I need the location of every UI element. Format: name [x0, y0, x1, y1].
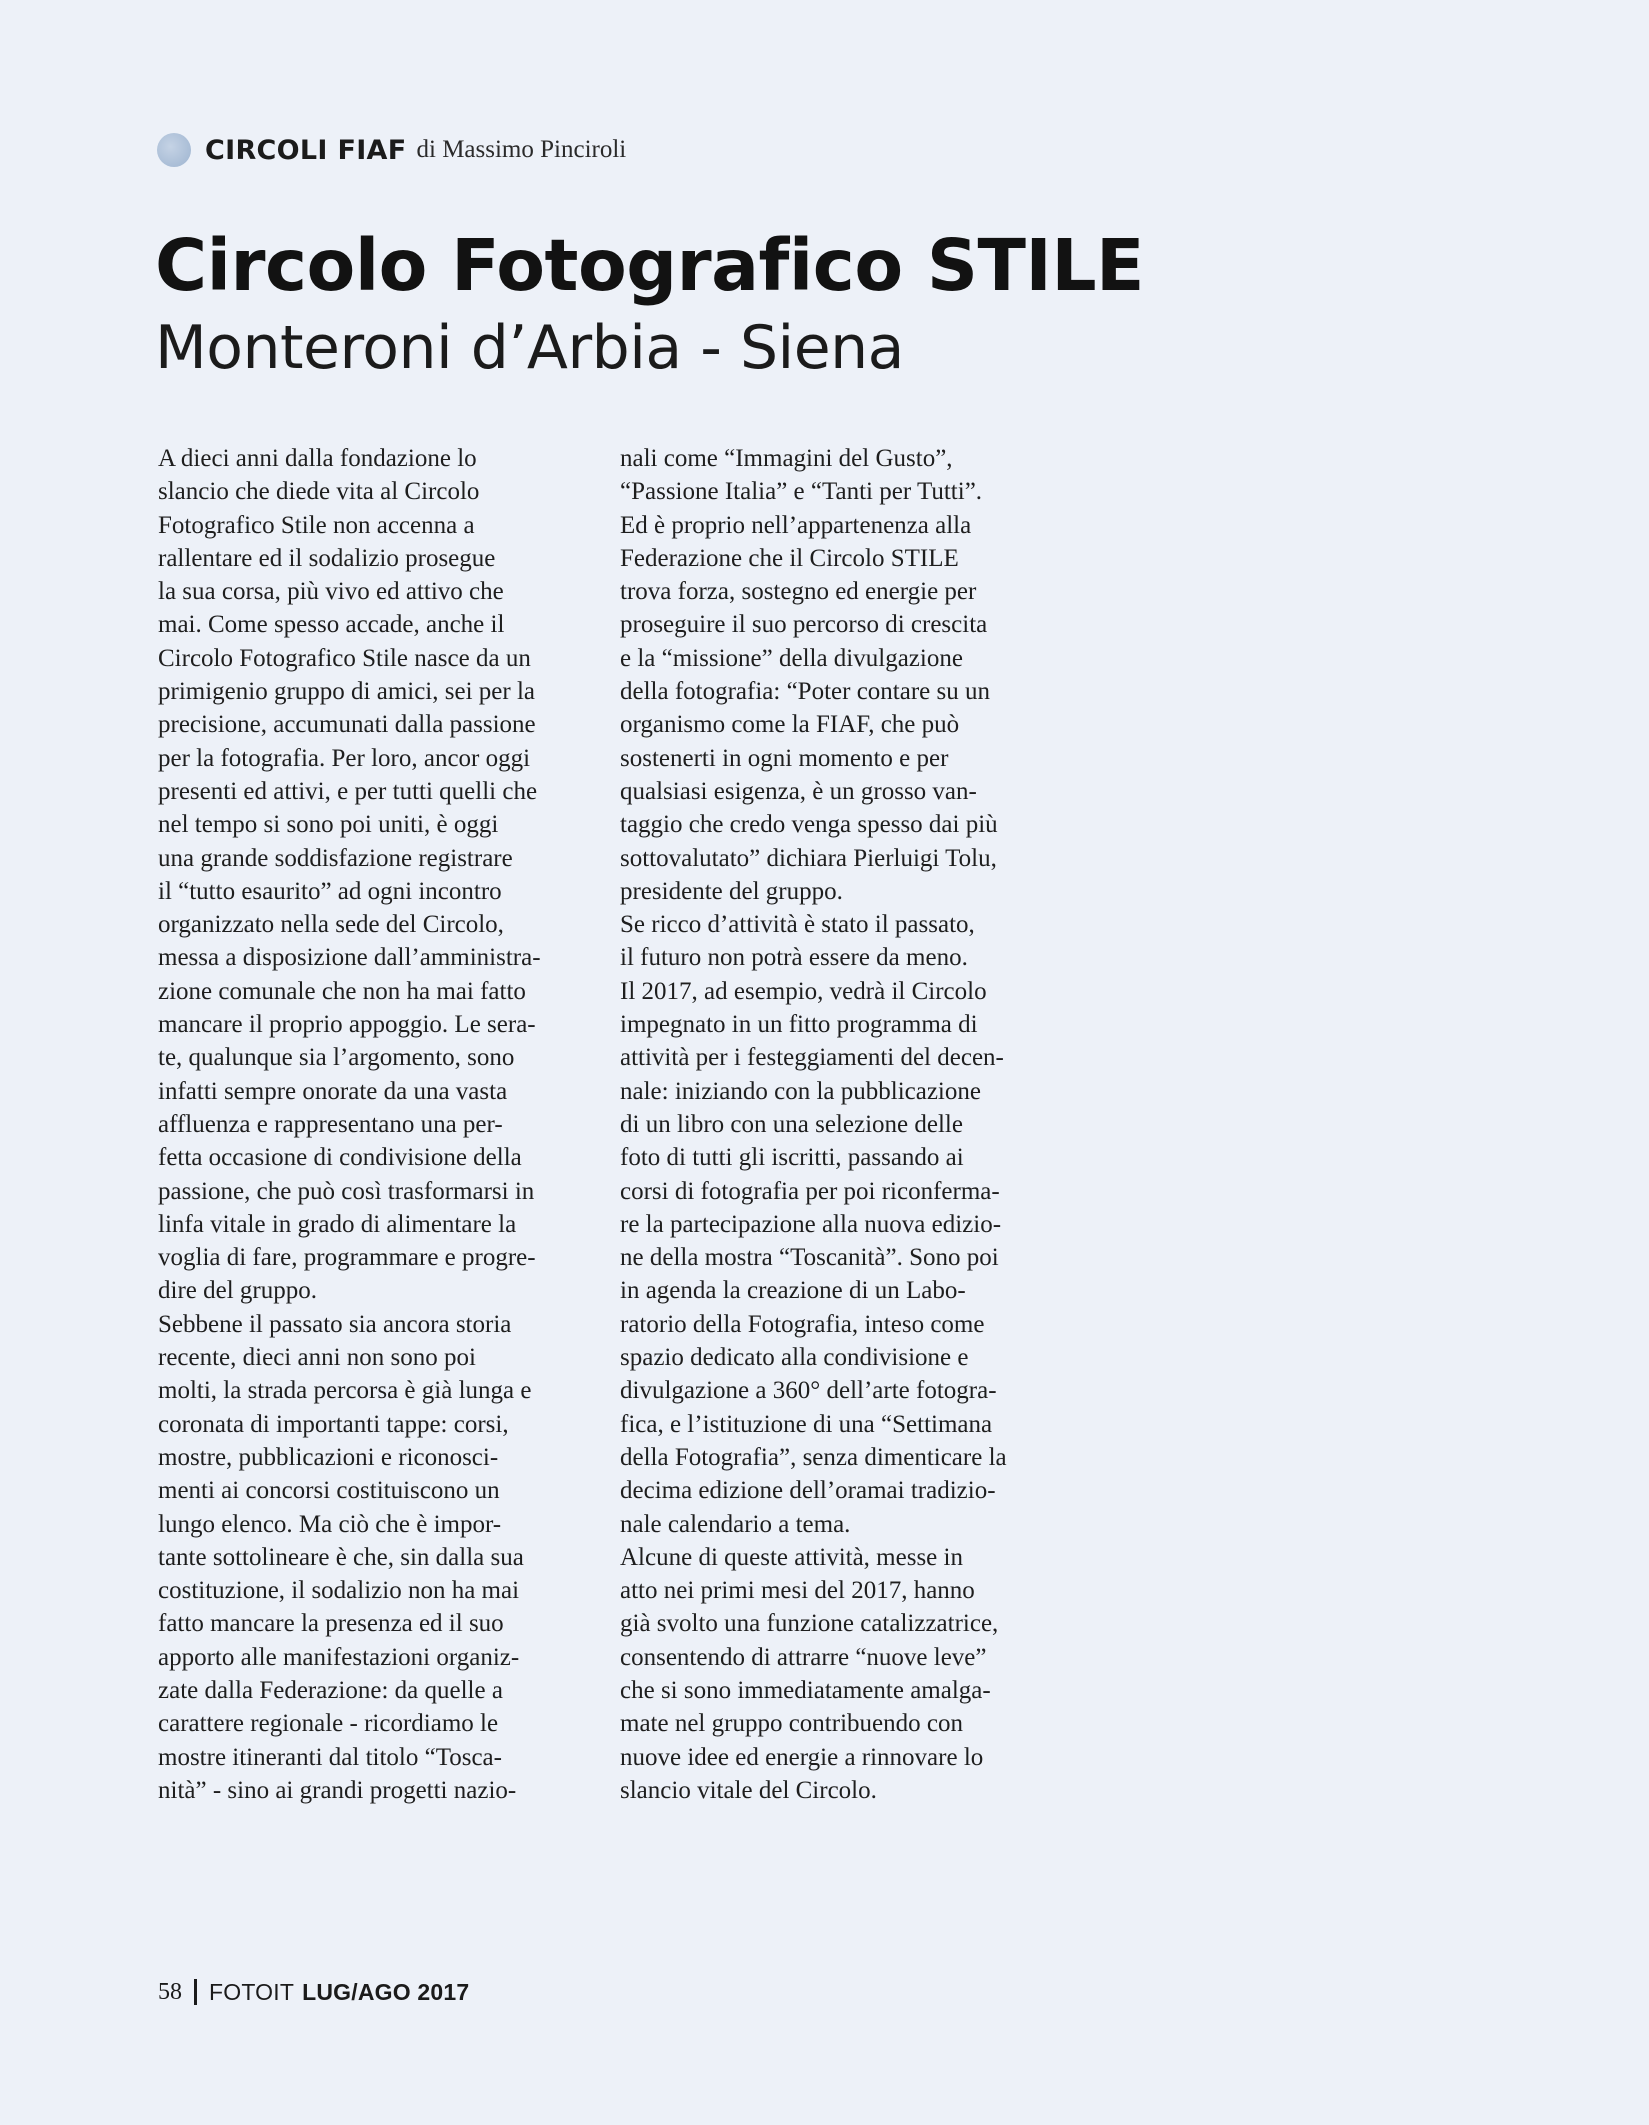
article-text-line: qualsiasi esigenza, è un grosso van- — [620, 777, 977, 805]
article-text-line: per la fotografia. Per loro, ancor oggi — [158, 744, 531, 772]
article-text-line: ratorio della Fotografia, inteso come — [620, 1310, 985, 1338]
article-text-line: organismo come la FIAF, che può — [620, 711, 960, 739]
article-subtitle: Monteroni d’Arbia - Siena — [155, 313, 904, 383]
article-text-line: mai. Come spesso accade, anche il — [158, 611, 505, 639]
article-text-line: trova forza, sostegno ed energie per — [620, 578, 977, 606]
article-text-line: primigenio gruppo di amici, sei per la — [158, 678, 535, 706]
article-text-line: la sua corsa, più vivo ed attivo che — [158, 578, 504, 606]
section-header — [157, 130, 626, 170]
article-text-line: fatto mancare la presenza ed il suo — [158, 1610, 504, 1638]
article-text-line: recente, dieci anni non sono poi — [158, 1344, 476, 1372]
article-text-line: rallentare ed il sodalizio prosegue — [158, 544, 496, 572]
article-title: Circolo Fotografico STILE — [155, 224, 1145, 307]
article-text-line: che si sono immediatamente amalga- — [620, 1676, 991, 1704]
article-text-line: apporto alle manifestazioni organiz- — [158, 1643, 520, 1671]
article-text-line: menti ai concorsi costituiscono un — [158, 1477, 500, 1505]
article-text-line: messa a disposizione dall’amministra- — [158, 944, 541, 972]
article-text-line: e la “missione” della divulgazione — [620, 644, 963, 672]
article-text-line: atto nei primi mesi del 2017, hanno — [620, 1577, 975, 1605]
article-text-line: costituzione, il sodalizio non ha mai — [158, 1577, 520, 1605]
article-text-line: slancio che diede vita al Circolo — [158, 478, 480, 506]
article-text-line: molti, la strada percorsa è già lunga e — [158, 1377, 532, 1405]
article-text-line: te, qualunque sia l’argomento, sono — [158, 1044, 515, 1072]
article-text-line: fica, e l’istituzione di una “Settimana — [620, 1410, 993, 1438]
article-text-line: una grande soddisfazione registrare — [158, 844, 513, 872]
article-column-left — [158, 442, 588, 1807]
author-byline: di Massimo Pinciroli — [416, 136, 627, 163]
article-text-line: della fotografia: “Poter contare su un — [620, 678, 990, 706]
article-text-line: decima edizione dell’oramai tradizio- — [620, 1477, 996, 1505]
article-text-line: re la partecipazione alla nuova edizio- — [620, 1210, 1002, 1238]
article-text-line: spazio dedicato alla condivisione e — [620, 1344, 969, 1372]
article-text-line: linfa vitale in grado di alimentare la — [158, 1210, 517, 1238]
article-text-line: mostre, pubblicazioni e riconosci- — [158, 1443, 499, 1471]
article-text-line: Fotografico Stile non accenna a — [158, 511, 475, 539]
section-dot-icon — [157, 133, 191, 167]
article-text-line: Federazione che il Circolo STILE — [620, 544, 959, 572]
article-text-line: sostenerti in ogni momento e per — [620, 744, 949, 772]
article-text-line: organizzato nella sede del Circolo, — [158, 911, 504, 939]
article-text-line: Circolo Fotografico Stile nasce da un — [158, 644, 531, 672]
article-text-line: in agenda la creazione di un Labo- — [620, 1277, 966, 1305]
article-text-line: “Passione Italia” e “Tanti per Tutti”. — [620, 478, 983, 506]
article-text-line: Alcune di queste attività, messe in — [620, 1543, 963, 1571]
article-text-line: passione, che può così trasformarsi in — [158, 1177, 535, 1205]
article-text-line: Ed è proprio nell’appartenenza alla — [620, 511, 972, 539]
article-text-line: il futuro non potrà essere da meno. — [620, 944, 968, 972]
article-text-line: impegnato in un fitto programma di — [620, 1011, 978, 1039]
article-text-line: nel tempo si sono poi uniti, è oggi — [158, 811, 499, 839]
article-text-line: affluenza e rappresentano una per- — [158, 1110, 503, 1138]
article-text-line: carattere regionale - ricordiamo le — [158, 1710, 499, 1738]
article-text-line: sottovalutato” dichiara Pierluigi Tolu, — [620, 844, 997, 872]
article-text-line: ne della mostra “Toscanità”. Sono poi — [620, 1244, 999, 1272]
article-text-line: nuove idee ed energie a rinnovare lo — [620, 1743, 984, 1771]
article-text-line: nali come “Immagini del Gusto”, — [620, 445, 953, 472]
article-text-line: tante sottolineare è che, sin dalla sua — [158, 1543, 524, 1571]
magazine-name: FOTOIT — [209, 1978, 295, 2005]
article-text-line: Sebbene il passato sia ancora storia — [158, 1310, 512, 1338]
article-text-line: zione comunale che non ha mai fatto — [158, 977, 526, 1005]
issue-date: LUG/AGO 2017 — [302, 1978, 470, 2005]
article-text-line: già svolto una funzione catalizzatrice, — [620, 1610, 999, 1638]
article-text-line: lungo elenco. Ma ciò che è impor- — [158, 1510, 502, 1538]
article-text-line: Il 2017, ad esempio, vedrà il Circolo — [620, 977, 987, 1005]
article-text-line: taggio che credo venga spesso dai più — [620, 811, 998, 839]
article-text-line: coronata di importanti tappe: corsi, — [158, 1410, 509, 1438]
article-column-right — [620, 442, 1050, 1807]
article-text-line: foto di tutti gli iscritti, passando ai — [620, 1144, 964, 1172]
article-text-line: proseguire il suo percorso di crescita — [620, 611, 988, 639]
article-text-line: nale: iniziando con la pubblicazione — [620, 1077, 981, 1105]
article-text-line: A dieci anni dalla fondazione lo — [158, 445, 477, 472]
article-text-line: corsi di fotografia per poi riconferma- — [620, 1177, 1000, 1205]
article-text-line: di un libro con una selezione delle — [620, 1110, 963, 1138]
article-text-line: nale calendario a tema. — [620, 1510, 851, 1538]
article-text-line: presenti ed attivi, e per tutti quelli che — [158, 777, 538, 805]
article-text-line: slancio vitale del Circolo. — [620, 1776, 877, 1804]
page-number: 58 — [158, 1978, 182, 2005]
article-text-line: divulgazione a 360° dell’arte fotogra- — [620, 1377, 997, 1405]
article-text-line: nità” - sino ai grandi progetti nazio- — [158, 1776, 517, 1804]
section-name: CIRCOLI FIAF — [205, 134, 407, 166]
article-text-line: mancare il proprio appoggio. Le sera- — [158, 1011, 536, 1039]
article-text-line: zate dalla Federazione: da quelle a — [158, 1676, 503, 1704]
article-text-line: mate nel gruppo contribuendo con — [620, 1710, 963, 1738]
article-text-line: fetta occasione di condivisione della — [158, 1144, 522, 1172]
page-footer — [158, 1976, 469, 2008]
article-text-line: della Fotografia”, senza dimenticare la — [620, 1443, 1007, 1471]
article-text-line: precisione, accumunati dalla passione — [158, 711, 536, 739]
article-text-line: Se ricco d’attività è stato il passato, — [620, 911, 975, 939]
article-text-line: voglia di fare, programmare e progre- — [158, 1244, 536, 1272]
article-text-line: infatti sempre onorate da una vasta — [158, 1077, 508, 1105]
article-text-line: presidente del gruppo. — [620, 877, 843, 905]
article-text-line: mostre itineranti dal titolo “Tosca- — [158, 1743, 502, 1771]
article-text-line: consentendo di attrarre “nuove leve” — [620, 1643, 987, 1671]
article-text-line: dire del gruppo. — [158, 1277, 317, 1305]
article-text-line: attività per i festeggiamenti del decen- — [620, 1044, 1004, 1072]
article-text-line: il “tutto esaurito” ad ogni incontro — [158, 877, 502, 905]
footer-divider — [194, 1979, 197, 2005]
